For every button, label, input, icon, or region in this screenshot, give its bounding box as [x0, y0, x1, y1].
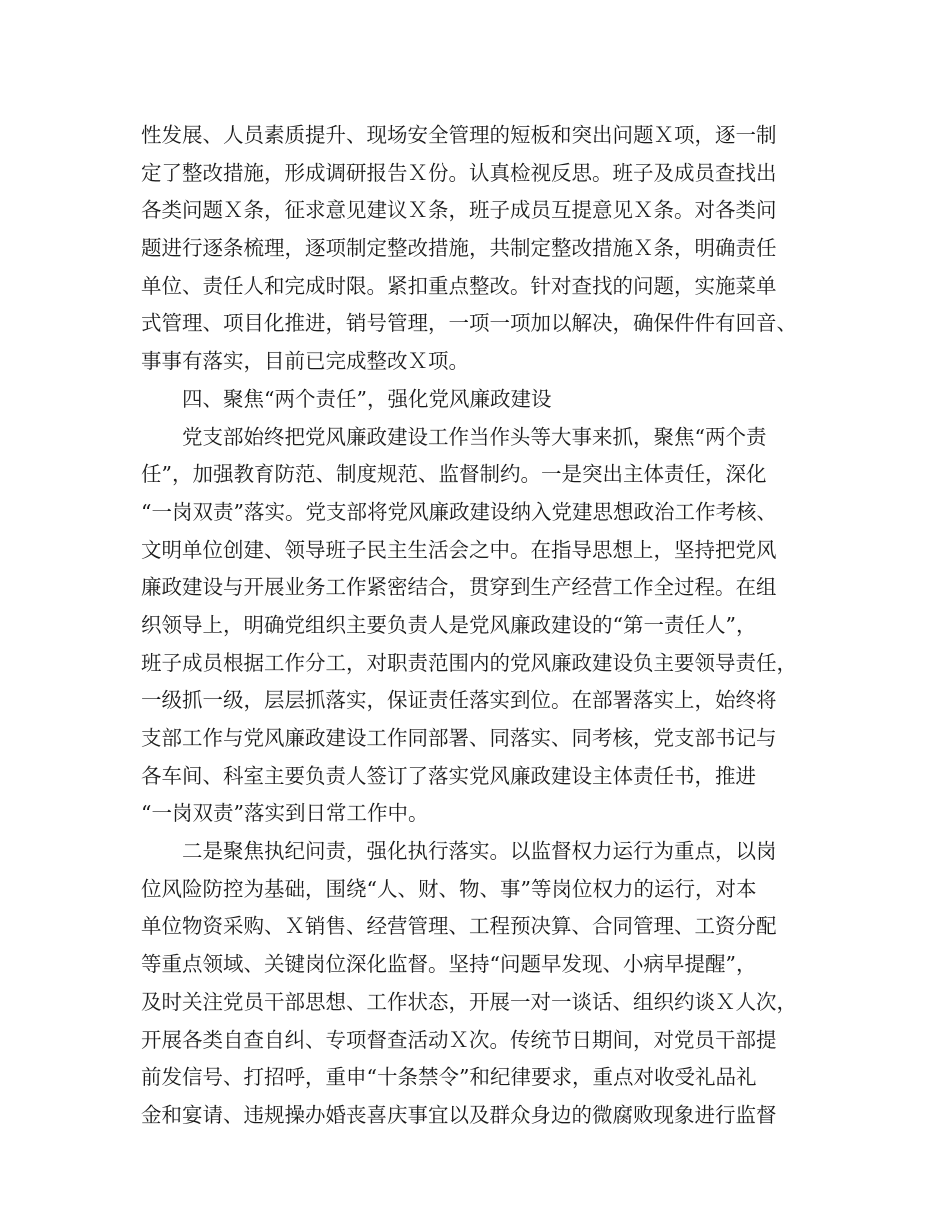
text-line: 各类问题Ｘ条，征求意见建议Ｘ条，班子成员互提意见Ｘ条。对各类问	[141, 198, 777, 223]
text-line: 式管理、项目化推进，销号管理，一项一项加以解决，确保件件有回音、	[141, 311, 797, 336]
text-line: 四、聚焦“两个责任”，强化党风廉政建设	[182, 386, 552, 411]
text-line: 性发展、人员素质提升、现场安全管理的短板和突出问题Ｘ项，逐一制	[141, 123, 777, 147]
text-line: 织领导上，明确党组织主要负责人是党风廉政建设的“第一责任人”，	[141, 612, 757, 637]
text-line: 定了整改措施，形成调研报告Ｘ份。认真检视反思。班子及成员查找出	[141, 160, 777, 185]
text-line: 开展各类自查自纠、专项督查活动Ｘ次。传统节日期间，对党员干部提	[141, 1027, 777, 1052]
text-line: 及时关注党员干部思想、工作状态，开展一对一谈话、组织约谈Ｘ人次，	[141, 989, 797, 1014]
text-line: 一级抓一级，层层抓落实，保证责任落实到位。在部署落实上，始终将	[141, 688, 777, 713]
text-line: 事事有落实，目前已完成整改Ｘ项。	[141, 349, 469, 374]
text-line: 班子成员根据工作分工，对职责范围内的党风廉政建设负主要领导责任，	[141, 650, 797, 675]
text-line: 廉政建设与开展业务工作紧密结合，贯穿到生产经营工作全过程。在组	[141, 575, 777, 600]
text-line: 金和宴请、违规操办婚丧喜庆事宜以及群众身边的微腐败现象进行监督	[141, 1102, 777, 1127]
text-line: 单位、责任人和完成时限。紧扣重点整改。针对查找的问题，实施菜单	[141, 273, 777, 298]
text-line: 位风险防控为基础，围绕“人、财、物、事”等岗位权力的运行，对本	[141, 876, 757, 901]
text-line: 支部工作与党风廉政建设工作同部署、同落实、同考核，党支部书记与	[141, 726, 777, 750]
text-line: 文明单位创建、领导班子民主生活会之中。在指导思想上，坚持把党风	[141, 537, 777, 562]
document-body	[141, 117, 821, 1135]
text-line: 前发信号、打招呼，重申“十条禁令”和纪律要求，重点对收受礼品礼	[141, 1065, 757, 1090]
text-line: 单位物资采购、Ｘ销售、经营管理、工程预决算、合同管理、工资分配	[141, 914, 777, 939]
text-line: 各车间、科室主要负责人签订了落实党风廉政建设主体责任书，推进	[141, 763, 756, 788]
text-line: 党支部始终把党风廉政建设工作当作头等大事来抓，聚焦“两个责	[182, 424, 767, 449]
text-line: 等重点领域、关键岗位深化监督。坚持“问题早发现、小病早提醒”，	[141, 952, 757, 977]
text-line: “一岗双责”落实。党支部将党风廉政建设纳入党建思想政治工作考核、	[141, 499, 777, 524]
text-line: 题进行逐条梳理，逐项制定整改措施，共制定整改措施Ｘ条，明确责任	[141, 236, 777, 261]
text-line: 任”，加强教育防范、制度规范、监督制约。一是突出主体责任，深化	[141, 462, 767, 487]
text-line: “一岗双责”落实到日常工作中。	[141, 801, 429, 826]
text-line: 二是聚焦执纪问责，强化执行落实。以监督权力运行为重点，以岗	[182, 839, 777, 864]
